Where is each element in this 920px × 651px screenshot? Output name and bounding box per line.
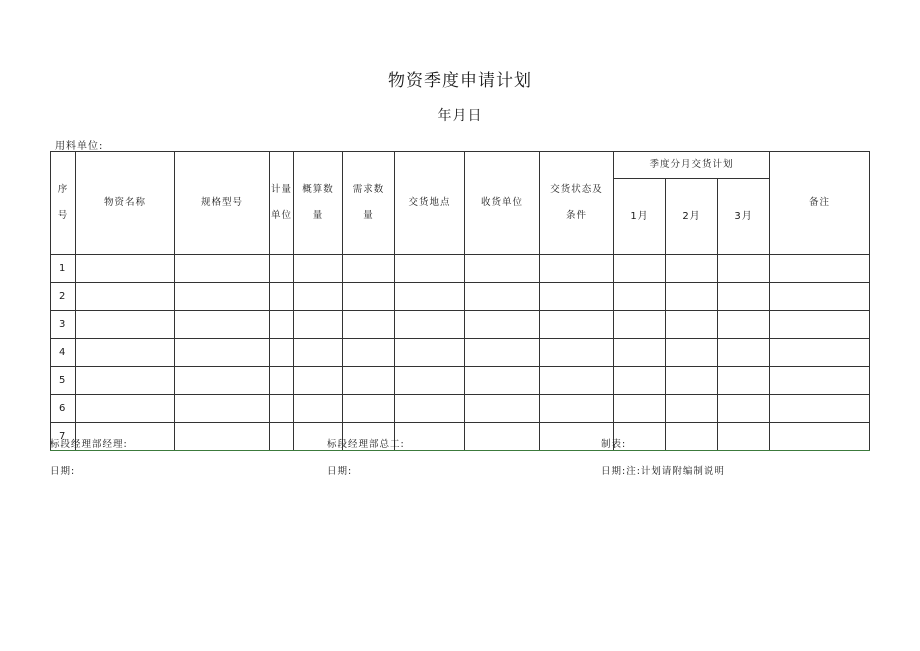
table-cell bbox=[666, 282, 718, 310]
table-cell bbox=[614, 394, 666, 422]
table-cell bbox=[614, 338, 666, 366]
header-demand-line1: 需求数 bbox=[352, 184, 385, 196]
row-number: 4 bbox=[51, 338, 76, 366]
row-number: 6 bbox=[51, 394, 76, 422]
table-cell bbox=[666, 338, 718, 366]
row-number: 1 bbox=[51, 254, 76, 282]
table-body bbox=[51, 254, 870, 450]
table-cell bbox=[770, 338, 870, 366]
table-cell bbox=[270, 254, 294, 282]
table-cell bbox=[614, 282, 666, 310]
project-manager-signature-label: 标段经理部经理: bbox=[50, 439, 128, 450]
table-cell bbox=[614, 254, 666, 282]
table-cell bbox=[175, 310, 270, 338]
header-quarterly-plan: 季度分月交货计划 bbox=[614, 152, 770, 179]
table-row bbox=[51, 394, 870, 422]
table-cell bbox=[395, 366, 465, 394]
header-delivery-place: 交货地点 bbox=[395, 152, 465, 255]
table-cell bbox=[395, 422, 465, 450]
table-cell bbox=[294, 366, 343, 394]
preparer-label: 制表: bbox=[601, 439, 627, 450]
header-seq bbox=[51, 152, 76, 255]
table-cell bbox=[666, 422, 718, 450]
header-budget-line1: 概算数 bbox=[302, 184, 334, 196]
table-cell bbox=[175, 366, 270, 394]
header-condition-line1: 交货状态及 bbox=[550, 184, 603, 196]
row-number: 5 bbox=[51, 366, 76, 394]
row-number: 2 bbox=[51, 282, 76, 310]
table-cell bbox=[270, 422, 294, 450]
table-cell bbox=[465, 338, 540, 366]
table-cell bbox=[175, 338, 270, 366]
header-spec-model: 规格型号 bbox=[175, 152, 270, 255]
table-cell bbox=[540, 366, 614, 394]
date-and-note-label: 日期:注:计划请附编制说明 bbox=[601, 466, 725, 477]
table-cell bbox=[76, 394, 175, 422]
table-cell bbox=[343, 366, 395, 394]
header-measure-unit-line1: 计量 bbox=[270, 184, 292, 196]
header-demand-quantity bbox=[343, 152, 395, 255]
chief-engineer-signature-label: 标段经理部总工: bbox=[327, 439, 405, 450]
table-row bbox=[51, 366, 870, 394]
table-cell bbox=[540, 254, 614, 282]
table-cell bbox=[76, 338, 175, 366]
row-number: 7 bbox=[51, 422, 76, 450]
table-cell bbox=[294, 254, 343, 282]
table-cell bbox=[540, 310, 614, 338]
row-number: 3 bbox=[51, 310, 76, 338]
table-cell bbox=[614, 366, 666, 394]
header-month-2: 2月 bbox=[666, 178, 718, 254]
date-label-2: 日期: bbox=[327, 466, 353, 477]
header-delivery-condition bbox=[540, 152, 614, 255]
table-cell bbox=[465, 366, 540, 394]
header-measure-unit bbox=[270, 152, 294, 255]
table-cell bbox=[294, 338, 343, 366]
table-cell bbox=[343, 394, 395, 422]
table-row bbox=[51, 422, 870, 450]
table-cell bbox=[718, 394, 770, 422]
table-cell bbox=[666, 394, 718, 422]
header-month-3: 3月 bbox=[718, 178, 770, 254]
table-cell bbox=[465, 254, 540, 282]
table-cell bbox=[270, 338, 294, 366]
table-cell bbox=[718, 422, 770, 450]
header-seq-line1: 序 bbox=[57, 184, 69, 196]
table-cell bbox=[343, 254, 395, 282]
header-budget-line2: 量 bbox=[312, 209, 324, 221]
table-cell bbox=[770, 366, 870, 394]
header-seq-line2: 号 bbox=[57, 209, 69, 221]
table-cell bbox=[175, 282, 270, 310]
table-cell bbox=[770, 394, 870, 422]
table-cell bbox=[770, 254, 870, 282]
table-cell bbox=[666, 310, 718, 338]
document-date-line: 年月日 bbox=[437, 108, 483, 124]
table-cell bbox=[718, 282, 770, 310]
table-cell bbox=[395, 338, 465, 366]
table-cell bbox=[76, 282, 175, 310]
table-cell bbox=[540, 394, 614, 422]
table-cell bbox=[294, 310, 343, 338]
material-plan-table bbox=[50, 151, 870, 451]
header-condition-line2: 条件 bbox=[565, 209, 587, 221]
table-cell bbox=[395, 310, 465, 338]
table-cell bbox=[270, 282, 294, 310]
table-cell bbox=[666, 366, 718, 394]
table-cell bbox=[718, 254, 770, 282]
table-cell bbox=[770, 310, 870, 338]
table-row bbox=[51, 254, 870, 282]
table-cell bbox=[465, 310, 540, 338]
table-cell bbox=[718, 310, 770, 338]
header-receiver: 收货单位 bbox=[465, 152, 540, 255]
table-cell bbox=[294, 394, 343, 422]
date-label-1: 日期: bbox=[50, 466, 76, 477]
header-month-1: 1月 bbox=[614, 178, 666, 254]
header-measure-unit-line2: 单位 bbox=[270, 209, 292, 221]
table-cell bbox=[294, 282, 343, 310]
header-budget-quantity bbox=[294, 152, 343, 255]
table-cell bbox=[666, 254, 718, 282]
table-cell bbox=[76, 310, 175, 338]
table-cell bbox=[770, 422, 870, 450]
header-demand-line2: 量 bbox=[363, 209, 374, 221]
requesting-unit-label: 用料单位: bbox=[55, 141, 104, 152]
table-cell bbox=[718, 366, 770, 394]
document-title: 物资季度申请计划 bbox=[388, 71, 532, 91]
table-cell bbox=[343, 310, 395, 338]
table-row bbox=[51, 338, 870, 366]
table-cell bbox=[465, 282, 540, 310]
table-cell bbox=[395, 394, 465, 422]
table-cell bbox=[76, 254, 175, 282]
table-cell bbox=[343, 338, 395, 366]
table-cell bbox=[270, 310, 294, 338]
table-cell bbox=[175, 254, 270, 282]
table-cell bbox=[465, 394, 540, 422]
table-row bbox=[51, 282, 870, 310]
table-row bbox=[51, 310, 870, 338]
table-cell bbox=[770, 282, 870, 310]
table-cell bbox=[270, 394, 294, 422]
table-cell bbox=[270, 366, 294, 394]
table-cell bbox=[465, 422, 540, 450]
table-cell bbox=[614, 310, 666, 338]
table-cell bbox=[395, 254, 465, 282]
table-cell bbox=[395, 282, 465, 310]
table-cell bbox=[175, 422, 270, 450]
header-material-name: 物资名称 bbox=[76, 152, 175, 255]
header-remarks: 备注 bbox=[770, 152, 870, 255]
table-cell bbox=[718, 338, 770, 366]
table-cell bbox=[540, 282, 614, 310]
table-cell bbox=[343, 282, 395, 310]
table-cell bbox=[76, 366, 175, 394]
table-cell bbox=[540, 338, 614, 366]
table-cell bbox=[175, 394, 270, 422]
